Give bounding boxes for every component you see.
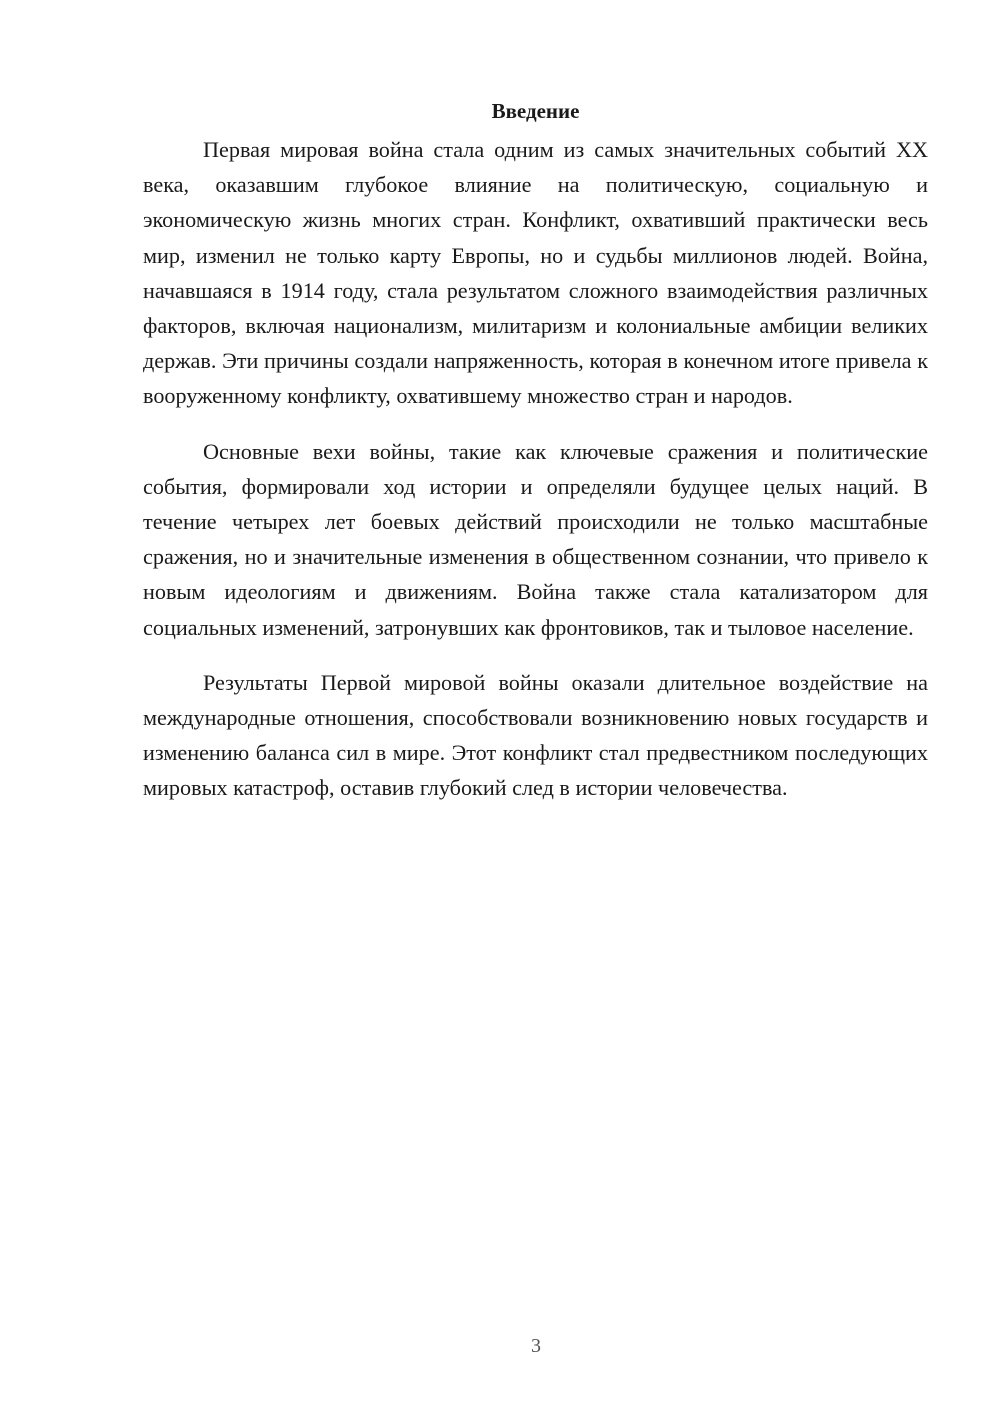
paragraph-3: Результаты Первой мировой войны оказали длительное воздействие на международные отношения, способствовали возникновению новых государств и изменению баланса сил в мире. Этот конфликт стал предвестником последующих мировых катастроф, оставив глубокий след в истории человечества. — [143, 669, 928, 801]
document-body — [143, 96, 928, 826]
section-heading: Введение — [491, 99, 580, 123]
paragraph-1: Первая мировая война стала одним из самых значительных событий XX века, оказавшим глубокое влияние на политическую, социальную и экономическую жизнь многих стран. Конфликт, охвативший практически весь мир, изменил не только карту Европы, но и судьбы миллионов людей. Война, начавшаяся в 1914 году, стала результатом сложного взаимодействия различных факторов, включая национализм, милитаризм и колониальные амбиции великих держав. Эти причины создали напряженность, которая в конечном итоге привела к вооруженному конфликту, охватившему множество стран и народов. — [143, 137, 928, 409]
paragraph-2: Основные вехи войны, такие как ключевые сражения и политические события, формировали ход истории и определяли будущее целых наций. В течение четырех лет боевых действий происходили не только масштабные сражения, но и значительные изменения в общественном сознании, что привело к новым идеологиям и движениям. Война также стала катализатором для социальных изменений, затронувших как фронтовиков, так и тыловое население. — [143, 438, 928, 640]
page-number: 3 — [531, 1335, 541, 1357]
